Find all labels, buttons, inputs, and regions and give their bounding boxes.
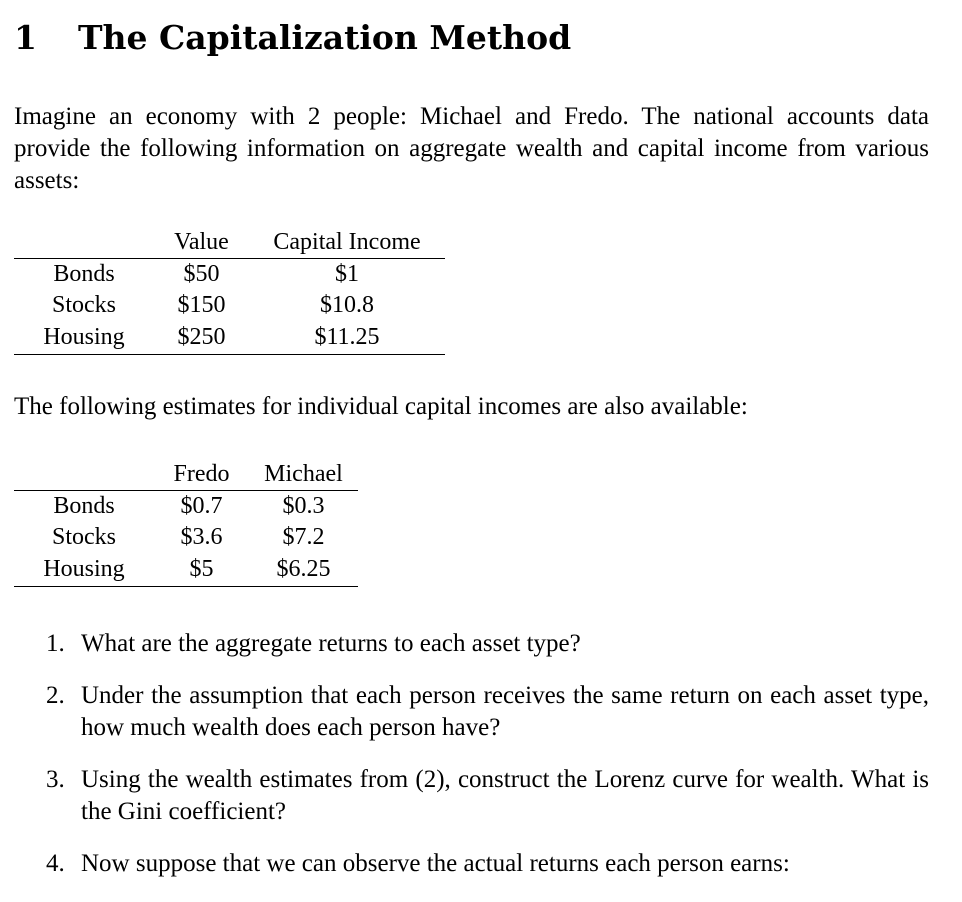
question-text: Using the wealth estimates from (2), construct the Lorenz curve for wealth. What is the Gini coefficient? <box>81 766 929 825</box>
row-label-stocks: Stocks <box>51 524 116 550</box>
cell-fredo: $5 <box>154 553 249 587</box>
question-text: What are the aggregate returns to each asset type? <box>81 630 581 657</box>
table-header-row <box>14 226 445 259</box>
row-label-housing: Housing <box>14 321 154 355</box>
question-number: 2. <box>46 682 65 709</box>
column-header <box>14 458 154 491</box>
cell-michael: $0.3 <box>282 493 325 519</box>
table-header-row <box>14 458 358 491</box>
table-row <box>14 553 358 587</box>
cell-income: $10.8 <box>320 292 374 318</box>
list-item <box>0 764 929 828</box>
question-number: 3. <box>46 766 65 793</box>
column-header <box>14 226 154 259</box>
list-item <box>0 628 929 660</box>
intro-paragraph: Imagine an economy with 2 people: Michael and Fredo. The national accounts data provide the following information on aggregate wealth and capital income from various assets: <box>14 103 929 194</box>
cell-value: $250 <box>154 321 249 355</box>
cell-fredo: $3.6 <box>180 524 223 550</box>
row-label-bonds: Bonds <box>53 261 115 287</box>
column-header-fredo: Fredo <box>154 458 249 491</box>
question-list <box>0 628 929 900</box>
list-item <box>0 848 929 880</box>
cell-income: $11.25 <box>249 321 445 355</box>
individual-income-paragraph: The following estimates for individual capital incomes are also available: <box>14 393 748 420</box>
column-header-michael: Michael <box>249 458 358 491</box>
list-item <box>0 680 929 744</box>
cell-value: $150 <box>177 292 226 318</box>
table-row <box>14 290 445 321</box>
column-header-capital-income: Capital Income <box>249 226 445 259</box>
table-row <box>14 321 445 355</box>
aggregate-wealth-table <box>14 226 445 355</box>
table-row <box>14 522 358 553</box>
cell-michael: $6.25 <box>249 553 358 587</box>
individual-income-table <box>14 458 358 587</box>
cell-michael: $7.2 <box>282 524 325 550</box>
question-text: Under the assumption that each person receives the same return on each asset type, how much wealth does each person have? <box>81 682 929 741</box>
section-number: 1 <box>14 18 37 57</box>
section-heading <box>14 16 571 60</box>
column-header-value: Value <box>154 226 249 259</box>
question-number: 4. <box>46 850 65 877</box>
cell-fredo: $0.7 <box>180 493 223 519</box>
question-text: Now suppose that we can observe the actual returns each person earns: <box>81 850 790 877</box>
section-title: The Capitalization Method <box>78 18 572 57</box>
question-number: 1. <box>46 630 65 657</box>
row-label-bonds: Bonds <box>53 493 115 519</box>
table-row <box>14 259 445 291</box>
row-label-housing: Housing <box>14 553 154 587</box>
table-row <box>14 491 358 523</box>
row-label-stocks: Stocks <box>51 292 116 318</box>
cell-value: $50 <box>183 261 220 287</box>
cell-income: $1 <box>335 261 359 287</box>
